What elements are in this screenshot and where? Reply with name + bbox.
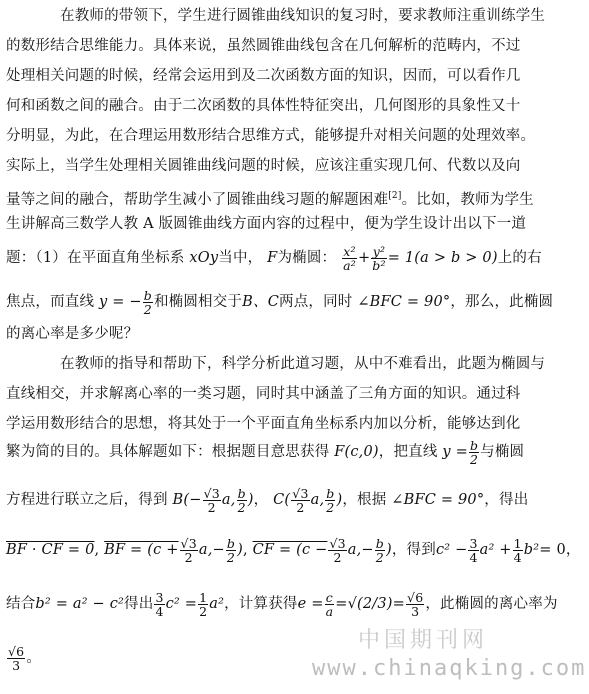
vector-dot-product: BF · CF = 0 (6, 542, 95, 558)
math-bc: B、C (242, 294, 279, 310)
line15-text-c: 与椭圆 (480, 444, 525, 460)
para1-line9: 题：（1）在平面直角坐标系 xOy当中， F为椭圆： $\frac{\text{x²}}{\text{a²}}$ + $\frac{\text{y²}}{\text{b²}}$ = 1(a > b > 0)上的右 (6, 243, 542, 273)
frac-sqrt3-2b (291, 487, 309, 514)
frac-b-2f (375, 537, 385, 564)
frac-num: b (226, 535, 236, 551)
para1-line11: 的离心率是多少呢？ (6, 326, 139, 342)
math-xoy: xOy (189, 250, 219, 266)
frac-num: √3 (329, 535, 346, 551)
frac-num: √6 (8, 643, 25, 659)
line15-text-a: 繁为简的目的。具体解题如下：根据题目意思获得 (6, 444, 330, 460)
frac-num: y² (372, 243, 386, 259)
frac-1-4 (513, 537, 523, 564)
frac-den: 4 (155, 603, 164, 619)
line16-comma: ， (253, 492, 269, 508)
frac-den: 2 (375, 549, 384, 565)
frac-den: 2 (326, 499, 335, 515)
frac-den: 3 (411, 603, 420, 619)
line7-text: 量等之间的融合，帮助学生减小了圆锥曲线习题的解题困难 (6, 192, 389, 208)
ellipse-condition: = 1(a > b > 0) (387, 250, 498, 266)
angle-bfc-2: ∠BFC = 90° (391, 492, 485, 508)
frac-num: √3 (203, 485, 220, 501)
frac-den: 2 (207, 499, 216, 515)
para2-line5: 方程进行联立之后，得到 B(− $\frac{√3}{2}$ a, $\frac{b}{2}$ )， C( $\frac{√3}{2}$ a, $\frac{b}{2}$ )，根据 ∠BFC = 90°，得出 (6, 485, 529, 515)
frac-1-2 (198, 591, 208, 618)
frac-x2-a2 (342, 245, 357, 272)
math-f: F (267, 250, 278, 266)
vector-bf: BF = (c + (104, 542, 179, 558)
frac-num: 1 (199, 589, 208, 605)
frac-sqrt6-3-final (7, 645, 25, 672)
frac-den: a (325, 603, 334, 619)
relation: b² = a² − c² (35, 596, 125, 612)
frac-den: 2 (296, 499, 305, 515)
frac-num: b (326, 485, 335, 501)
line18-text-a: 结合 (6, 596, 36, 612)
line-equation-2: y = (442, 444, 468, 460)
frac-den: 4 (513, 549, 522, 565)
line9-text-f: 上的右 (497, 250, 542, 266)
para2-line4 (6, 434, 584, 470)
frac-y2-b2 (371, 245, 386, 272)
line10-text-d: 两点，同时 (279, 294, 353, 310)
frac-b-2b (469, 439, 479, 466)
frac-num: b (375, 535, 384, 551)
line18-text-d: ，此椭圆的离心率为 (425, 596, 558, 612)
line18-text-b: 得出 (124, 596, 154, 612)
frac-num: b (143, 287, 152, 303)
frac-sqrt3-2 (203, 487, 221, 514)
frac-den: b² (372, 257, 386, 273)
frac-den: 4 (469, 549, 478, 565)
line16-text-c: ，得出 (484, 492, 529, 508)
frac-b-2 (143, 289, 153, 316)
sqrt-two-thirds: √(2/3) (347, 596, 393, 612)
frac-sqrt3-2c (180, 537, 198, 564)
frac-num: √6 (407, 589, 424, 605)
point-b-open: B(− (172, 492, 202, 508)
frac-num: 3 (469, 535, 478, 551)
angle-bfc: ∠BFC = 90° (357, 294, 451, 310)
frac-den: 2 (469, 451, 479, 467)
frac-den: 3 (12, 657, 21, 673)
frac-c-a (325, 591, 335, 618)
watermark-url: www.chinaqking.com (312, 656, 587, 681)
para1-line6: 实际上，当学生处理相关圆锥曲线问题的时候，应该注重实现几何、代数以及向 (6, 158, 521, 174)
line7-tail: 。比如，教师为学生 (401, 192, 534, 208)
line10-text-b: 和椭圆相交于 (153, 294, 243, 310)
frac-num: b (237, 485, 246, 501)
line9-text-e: 为椭圆： (277, 250, 337, 266)
frac-den: 2 (226, 549, 236, 565)
vector-cf: CF = (c − (252, 542, 328, 558)
para2-line6: BF · CF = 0, BF = (c + $\frac{√3}{2}$ a,− $\frac{b}{2}$ ), CF = (c − $\frac{√3}{2}$ a,− $\frac{b}{2}$ )，得到c² − $\frac{3}{4}$ a² + $\frac{1}{4}$ b²= 0， (6, 535, 581, 565)
line17-get: ，得到 (391, 542, 436, 558)
line10-text-e: ，那么，此椭圆 (450, 294, 554, 310)
para2-line2: 直线相交，并求解离心率的一类习题，同时其中涵盖了三角方面的知识。通过科 (6, 386, 521, 402)
frac-den: 2 (333, 549, 342, 565)
para2-line3: 学运用数形结合的思想，将其处于一个平面直角坐标系内加以分析，能够达到化 (6, 416, 521, 432)
frac-3-4 (468, 537, 478, 564)
frac-num: 1 (513, 535, 522, 551)
frac-sqrt3-2d (328, 537, 346, 564)
result-expr: c² − (435, 542, 468, 558)
citation-ref: [2] (388, 191, 402, 201)
final-period: 。 (26, 650, 42, 666)
para1-line3: 处理相关问题的时候，经常会运用到及二次函数方面的知识，因而，可以看作几 (6, 68, 521, 84)
para1-line4: 何和函数之间的融合。由于二次函数的具体性特征突出，几何图形的具象性又十 (6, 98, 521, 114)
para1-line8: 生讲解高三数学人教 A 版圆锥曲线方面内容的过程中，便为学生设计出以下一道 (6, 216, 527, 232)
math-focus: F(c,0) (334, 444, 379, 460)
frac-b-2d (325, 487, 335, 514)
frac-num: x² (343, 243, 356, 259)
frac-den: 2 (143, 301, 152, 317)
para1-line1: 在教师的带领下，学生进行圆锥曲线知识的复习时，要求教师注重训练学生 (60, 8, 546, 24)
eccentricity-eq: e = (297, 596, 324, 612)
frac-3-4b (154, 591, 164, 618)
point-c-open: C( (273, 492, 291, 508)
line16-text-a: 方程进行联立之后，得到 (6, 492, 168, 508)
frac-num: c (325, 589, 333, 605)
para1-line2: 的数形结合思维能力。具体来说，虽然圆锥曲线包含在几何解析的范畴内，不过 (6, 38, 521, 54)
frac-num: √3 (180, 535, 197, 551)
frac-den: a² (343, 257, 356, 273)
frac-num: b (469, 437, 479, 453)
line16-text-b: ，根据 (342, 492, 387, 508)
result-tail: = 0， (539, 542, 581, 558)
para1-line5: 分明显，为此，在合理运用数形结合思维方式，能够提升对相关问题的处理效率。 (6, 128, 536, 144)
watermark-cn: 中国期刊网 (358, 628, 489, 653)
frac-b-2e (226, 537, 236, 564)
para2-line7: 结合b² = a² − c²得出 $\frac{3}{4}$ c² = $\frac{1}{2}$ a²，计算获得e = $\frac{c}{a}$ =√(2/3)= $\frac{√6}{3}$ ，此椭圆的离心率为 (6, 589, 558, 619)
line18-text-c: ，计算获得 (224, 596, 298, 612)
frac-num: 3 (155, 589, 164, 605)
frac-den: 2 (199, 603, 208, 619)
frac-den: 2 (237, 499, 246, 515)
frac-sqrt6-3 (406, 591, 424, 618)
para1-line10 (6, 284, 584, 320)
line9-text-a: 题：（1）在平面直角坐标系 (6, 250, 185, 266)
line9-text-c: 当中， (218, 250, 263, 266)
line15-text-b: ，把直线 (378, 444, 438, 460)
line-equation: y = − (99, 294, 142, 310)
frac-b-2c (237, 487, 247, 514)
line10-text-a: 焦点，而直线 (6, 294, 95, 310)
para1-line7 (6, 186, 584, 210)
para2-line1: 在教师的指导和帮助下，科学分析此道习题，从中不难看出，此题为椭圆与 (60, 356, 546, 372)
frac-den: 2 (184, 549, 193, 565)
frac-num: √3 (292, 485, 309, 501)
